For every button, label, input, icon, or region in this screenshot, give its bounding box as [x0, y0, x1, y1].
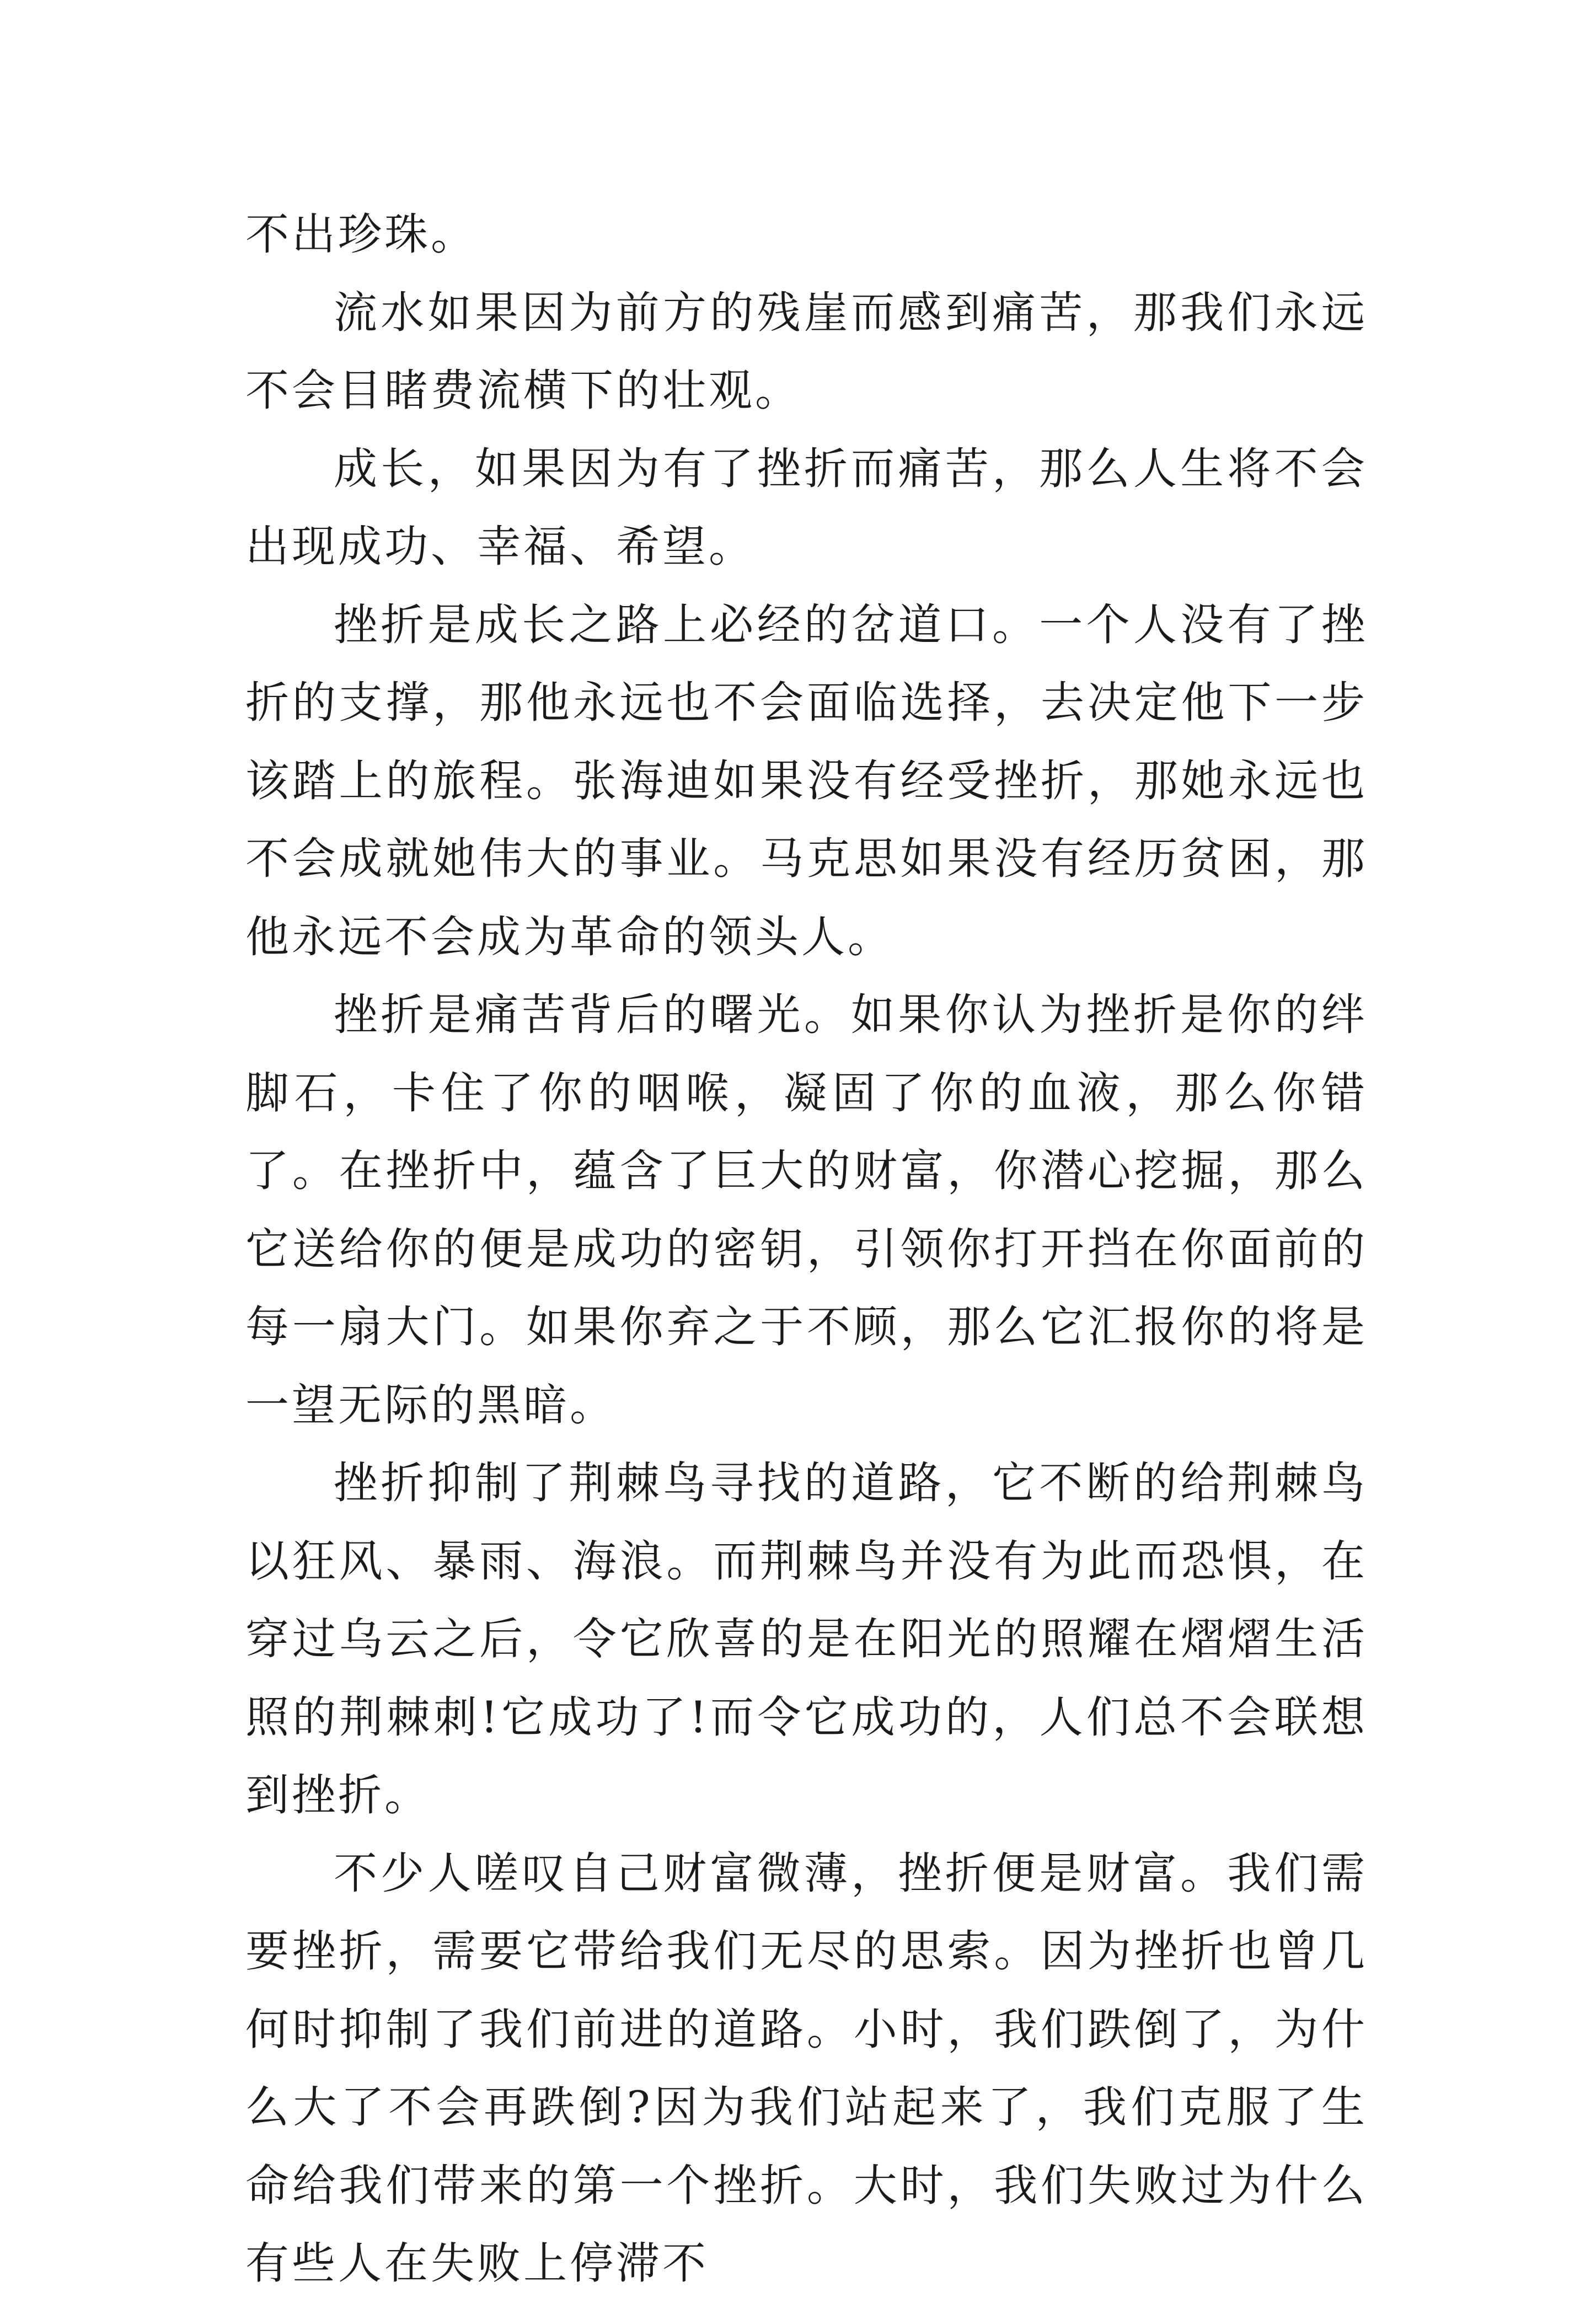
body-text: [245, 196, 1368, 2303]
paragraph: 流水如果因为前方的残崖而感到痛苦，那我们永远不会目睹费流横下的壮观。: [245, 287, 1368, 416]
paragraph: 不出珍珠。: [245, 209, 477, 260]
paragraph: 不少人嗟叹自己财富微薄，挫折便是财富。我们需要挫折，需要它带给我们无尽的思索。因为挫折也曾几何时抑制了我们前进的道路。小时，我们跌倒了，为什么大了不会再跌倒?因为我们站起来了，我们克服了生命给我们带来的第一个挫折。大时，我们失败过为什么有些人在失败上停滞不: [245, 1847, 1368, 2289]
paragraph: 挫折抑制了荆棘鸟寻找的道路，它不断的给荆棘鸟以狂风、暴雨、海浪。而荆棘鸟并没有为此而恐惧，在穿过乌云之后，令它欣喜的是在阳光的照耀在熠熠生活照的荆棘刺!它成功了!而令它成功的，人们总不会联想到挫折。: [245, 1458, 1368, 1820]
paragraph: 挫折是痛苦背后的曙光。如果你认为挫折是你的绊脚石，卡住了你的咽喉，凝固了你的血液，那么你错了。在挫折中，蕴含了巨大的财富，你潜心挖掘，那么它送给你的便是成功的密钥，引领你打开挡在你面前的每一扇大门。如果你弃之于不顾，那么它汇报你的将是一望无际的黑暗。: [245, 989, 1368, 1431]
paragraph: 成长，如果因为有了挫折而痛苦，那么人生将不会出现成功、幸福、希望。: [245, 443, 1368, 572]
paragraph: 挫折是成长之路上必经的岔道口。一个人没有了挫折的支撑，那他永远也不会面临选择，去决定他下一步该踏上的旅程。张海迪如果没有经受挫折，那她永远也不会成就她伟大的事业。马克思如果没有经历贫困，那他永远不会成为革命的领头人。: [245, 599, 1368, 962]
